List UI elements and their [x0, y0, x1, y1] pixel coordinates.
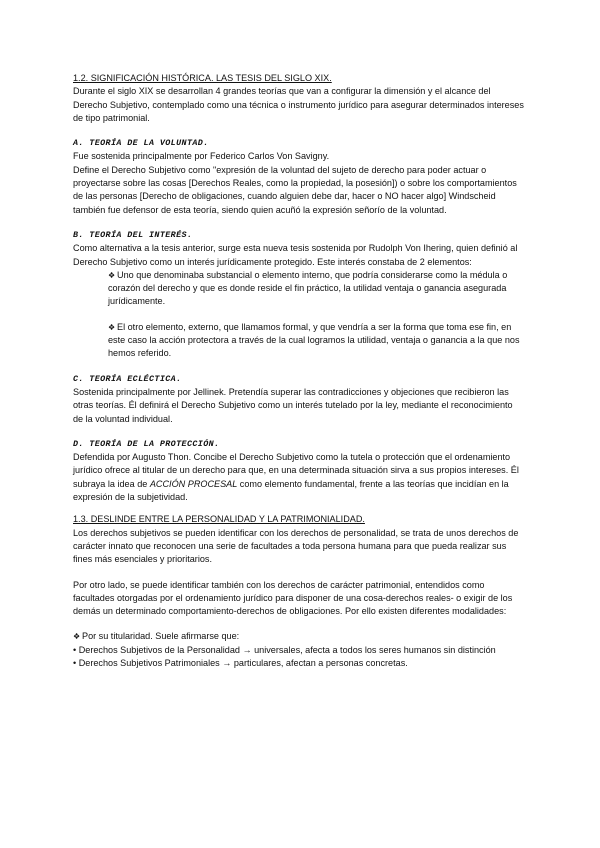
- theory-d-title: D. TEORÍA DE LA PROTECCIÓN.: [73, 438, 220, 449]
- theory-c-p1: Sostenida principalmente por Jellinek. Pretendía superar las contradicciones y objeciones que recibieron las otras teorías. Él definirá el Derecho Subjetivo como un interés tutelado por la ley, mediante el reconocimiento de la voluntad individual.: [73, 386, 513, 424]
- theory-a-p1: Fue sostenida principalmente por Federico Carlos Von Savigny.: [73, 151, 330, 162]
- list-item: • Derechos Subjetivos Patrimoniales → particulares, afectan a personas concretas.: [73, 657, 408, 668]
- emphasis-accion-procesal: ACCIÓN PROCESAL: [149, 478, 238, 489]
- section-heading-1-2: 1.2. SIGNIFICACIÓN HISTÓRICA. LAS TESIS DEL SIGLO XIX.: [73, 73, 332, 83]
- theory-d-p1: Defendida por Augusto Thon. Concibe el Derecho Subjetivo como la tutela o protección que el ordenamiento jurídico ofrece al titular de un derecho para que, en una determinada situación sirva a sus propios intereses. Él subraya la idea de ACCIÓN PROCESAL como elemento fundamental, frente a las teorías que incidían en la expresión de la subjetividad.: [73, 452, 519, 503]
- theory-a-p2: Define el Derecho Subjetivo como "expresión de la voluntad del sujeto de derecho para poder actuar o proyectarse sobre las cosas [Derechos Reales, como la propiedad, la posesión]) o sobre los comportamientos de las personas [Derecho de obligaciones, cuando alguien debe dar, hacer o NO hacer algo] Windscheid también fue defensor de esta teoría, siendo quien acuñó la expresión señorío de la voluntad.: [73, 164, 517, 215]
- list-item: • Derechos Subjetivos de la Personalidad → universales, afecta a todos los seres humanos sin distinción: [73, 644, 496, 655]
- diamond-bullet-icon: ❖: [73, 632, 81, 642]
- diamond-bullet-icon: ❖: [108, 322, 116, 332]
- list-item: ❖ Uno que denominaba substancial o elemento interno, que podría considerarse como la médula o corazón del derecho y que es donde reside el fin práctico, la utilidad ventaja o ganancia asegurada jurídicamente.: [108, 269, 508, 307]
- diamond-bullet-icon: ❖: [108, 270, 116, 280]
- section-1-3-p1: Los derechos subjetivos se pueden identificar con los derechos de personalidad, se trata de unos derechos de carácter innato que reconocen una serie de facultades a toda persona humana para que pueda realizar sus fines más esenciales y prioritarios.: [73, 527, 519, 565]
- theory-b-bullets: [108, 269, 525, 361]
- titularidad-line: ❖ Por su titularidad. Suele afirmarse que:: [73, 630, 525, 643]
- theory-a-title: A. TEORÍA DE LA VOLUNTAD.: [73, 138, 209, 149]
- theory-b-title: B. TEORÍA DEL INTERÉS.: [73, 229, 193, 240]
- theory-c-title: C. TEORÍA ECLÉCTICA.: [73, 373, 182, 384]
- document-page: [73, 72, 525, 670]
- list-item: ❖ El otro elemento, externo, que llamamos formal, y que vendría a ser la forma que toma ese fin, en este caso la acción protectora a través de la cual logramos la utilidad, ventaja o ganancia a la que nos hemos referido.: [108, 321, 520, 359]
- section-heading-1-3: 1.3. DESLINDE ENTRE LA PERSONALIDAD Y LA PATRIMONIALIDAD.: [73, 514, 365, 525]
- section-intro: Durante el siglo XIX se desarrollan 4 grandes teorías que van a configurar la dimensión y el alcance del Derecho Subjetivo, contemplado como una técnica o instrumento jurídico para asegurar determinados intereses de tipo patrimonial.: [73, 86, 524, 123]
- theory-b-p1: Como alternativa a la tesis anterior, surge esta nueva tesis sostenida por Rudolph Von Ihering, quien definió al Derecho Subjetivo como un interés jurídicamente protegido. Este interés constaba de 2 elementos:: [73, 243, 518, 267]
- section-1-3-p2: Por otro lado, se puede identificar también con los derechos de carácter patrimonial, entendidos como facultades otorgadas por el ordenamiento jurídico para disponer de una cosa-derechos reales- o exigir de los demás un determinado comportamiento-derechos de obligaciones. Por ello existen diferentes modalidades:: [73, 579, 513, 617]
